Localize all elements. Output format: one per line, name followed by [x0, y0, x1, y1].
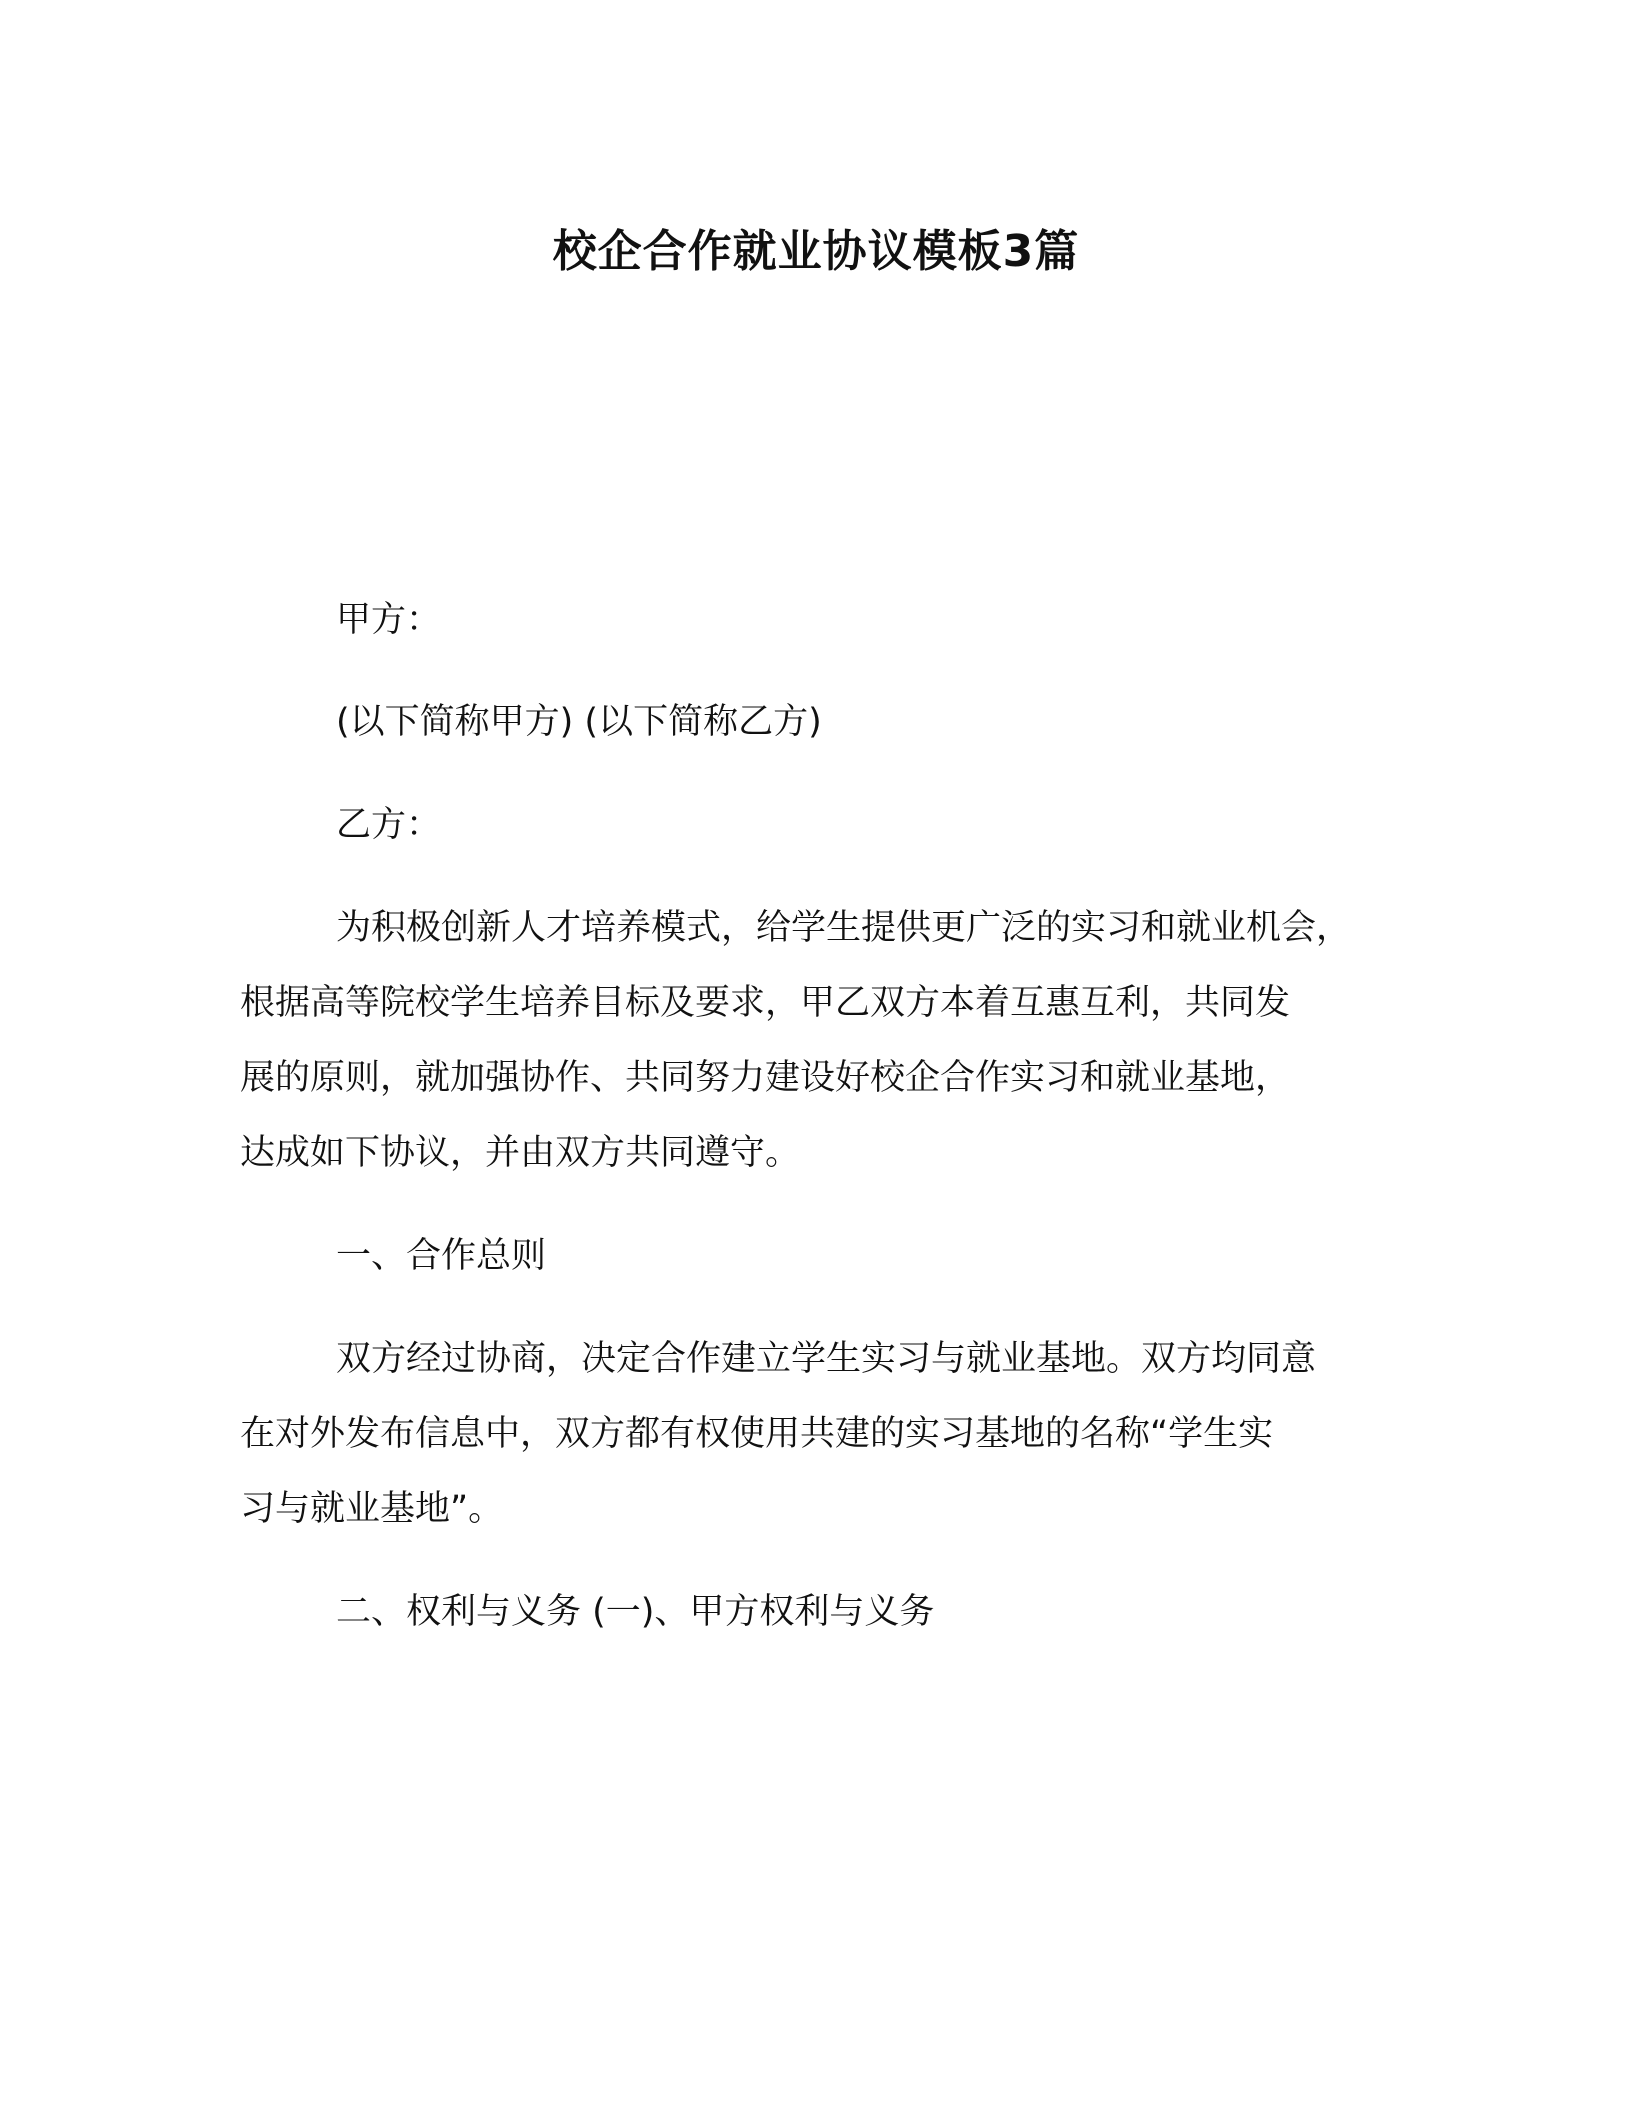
document-title: 校企合作就业协议模板3篇 [552, 226, 1080, 277]
party-a-label: 甲方： [336, 600, 442, 640]
section-1-paragraph-line-1: 双方经过协商，决定合作建立学生实习与就业基地。双方均同意 [336, 1339, 1317, 1379]
intro-paragraph-line-3: 展的原则，就加强协作、共同努力建设好校企合作实习和就业基地， [240, 1058, 1291, 1098]
intro-paragraph-line-1: 为积极创新人才培养模式，给学生提供更广泛的实习和就业机会， [336, 908, 1352, 948]
section-1-heading: 一、合作总则 [336, 1236, 547, 1276]
section-2-heading: 二、权利与义务 (一)、甲方权利与义务 [336, 1592, 935, 1632]
section-1-paragraph-line-3: 习与就业基地”。 [240, 1489, 504, 1529]
party-b-label: 乙方： [336, 805, 442, 845]
section-1-paragraph-line-2: 在对外发布信息中，双方都有权使用共建的实习基地的名称“学生实 [240, 1414, 1274, 1454]
abbreviation-line: (以下简称甲方) (以下简称乙方) [336, 702, 822, 742]
intro-paragraph-line-4: 达成如下协议，并由双方共同遵守。 [240, 1133, 801, 1173]
intro-paragraph-line-2: 根据高等院校学生培养目标及要求，甲乙双方本着互惠互利，共同发 [240, 983, 1291, 1023]
